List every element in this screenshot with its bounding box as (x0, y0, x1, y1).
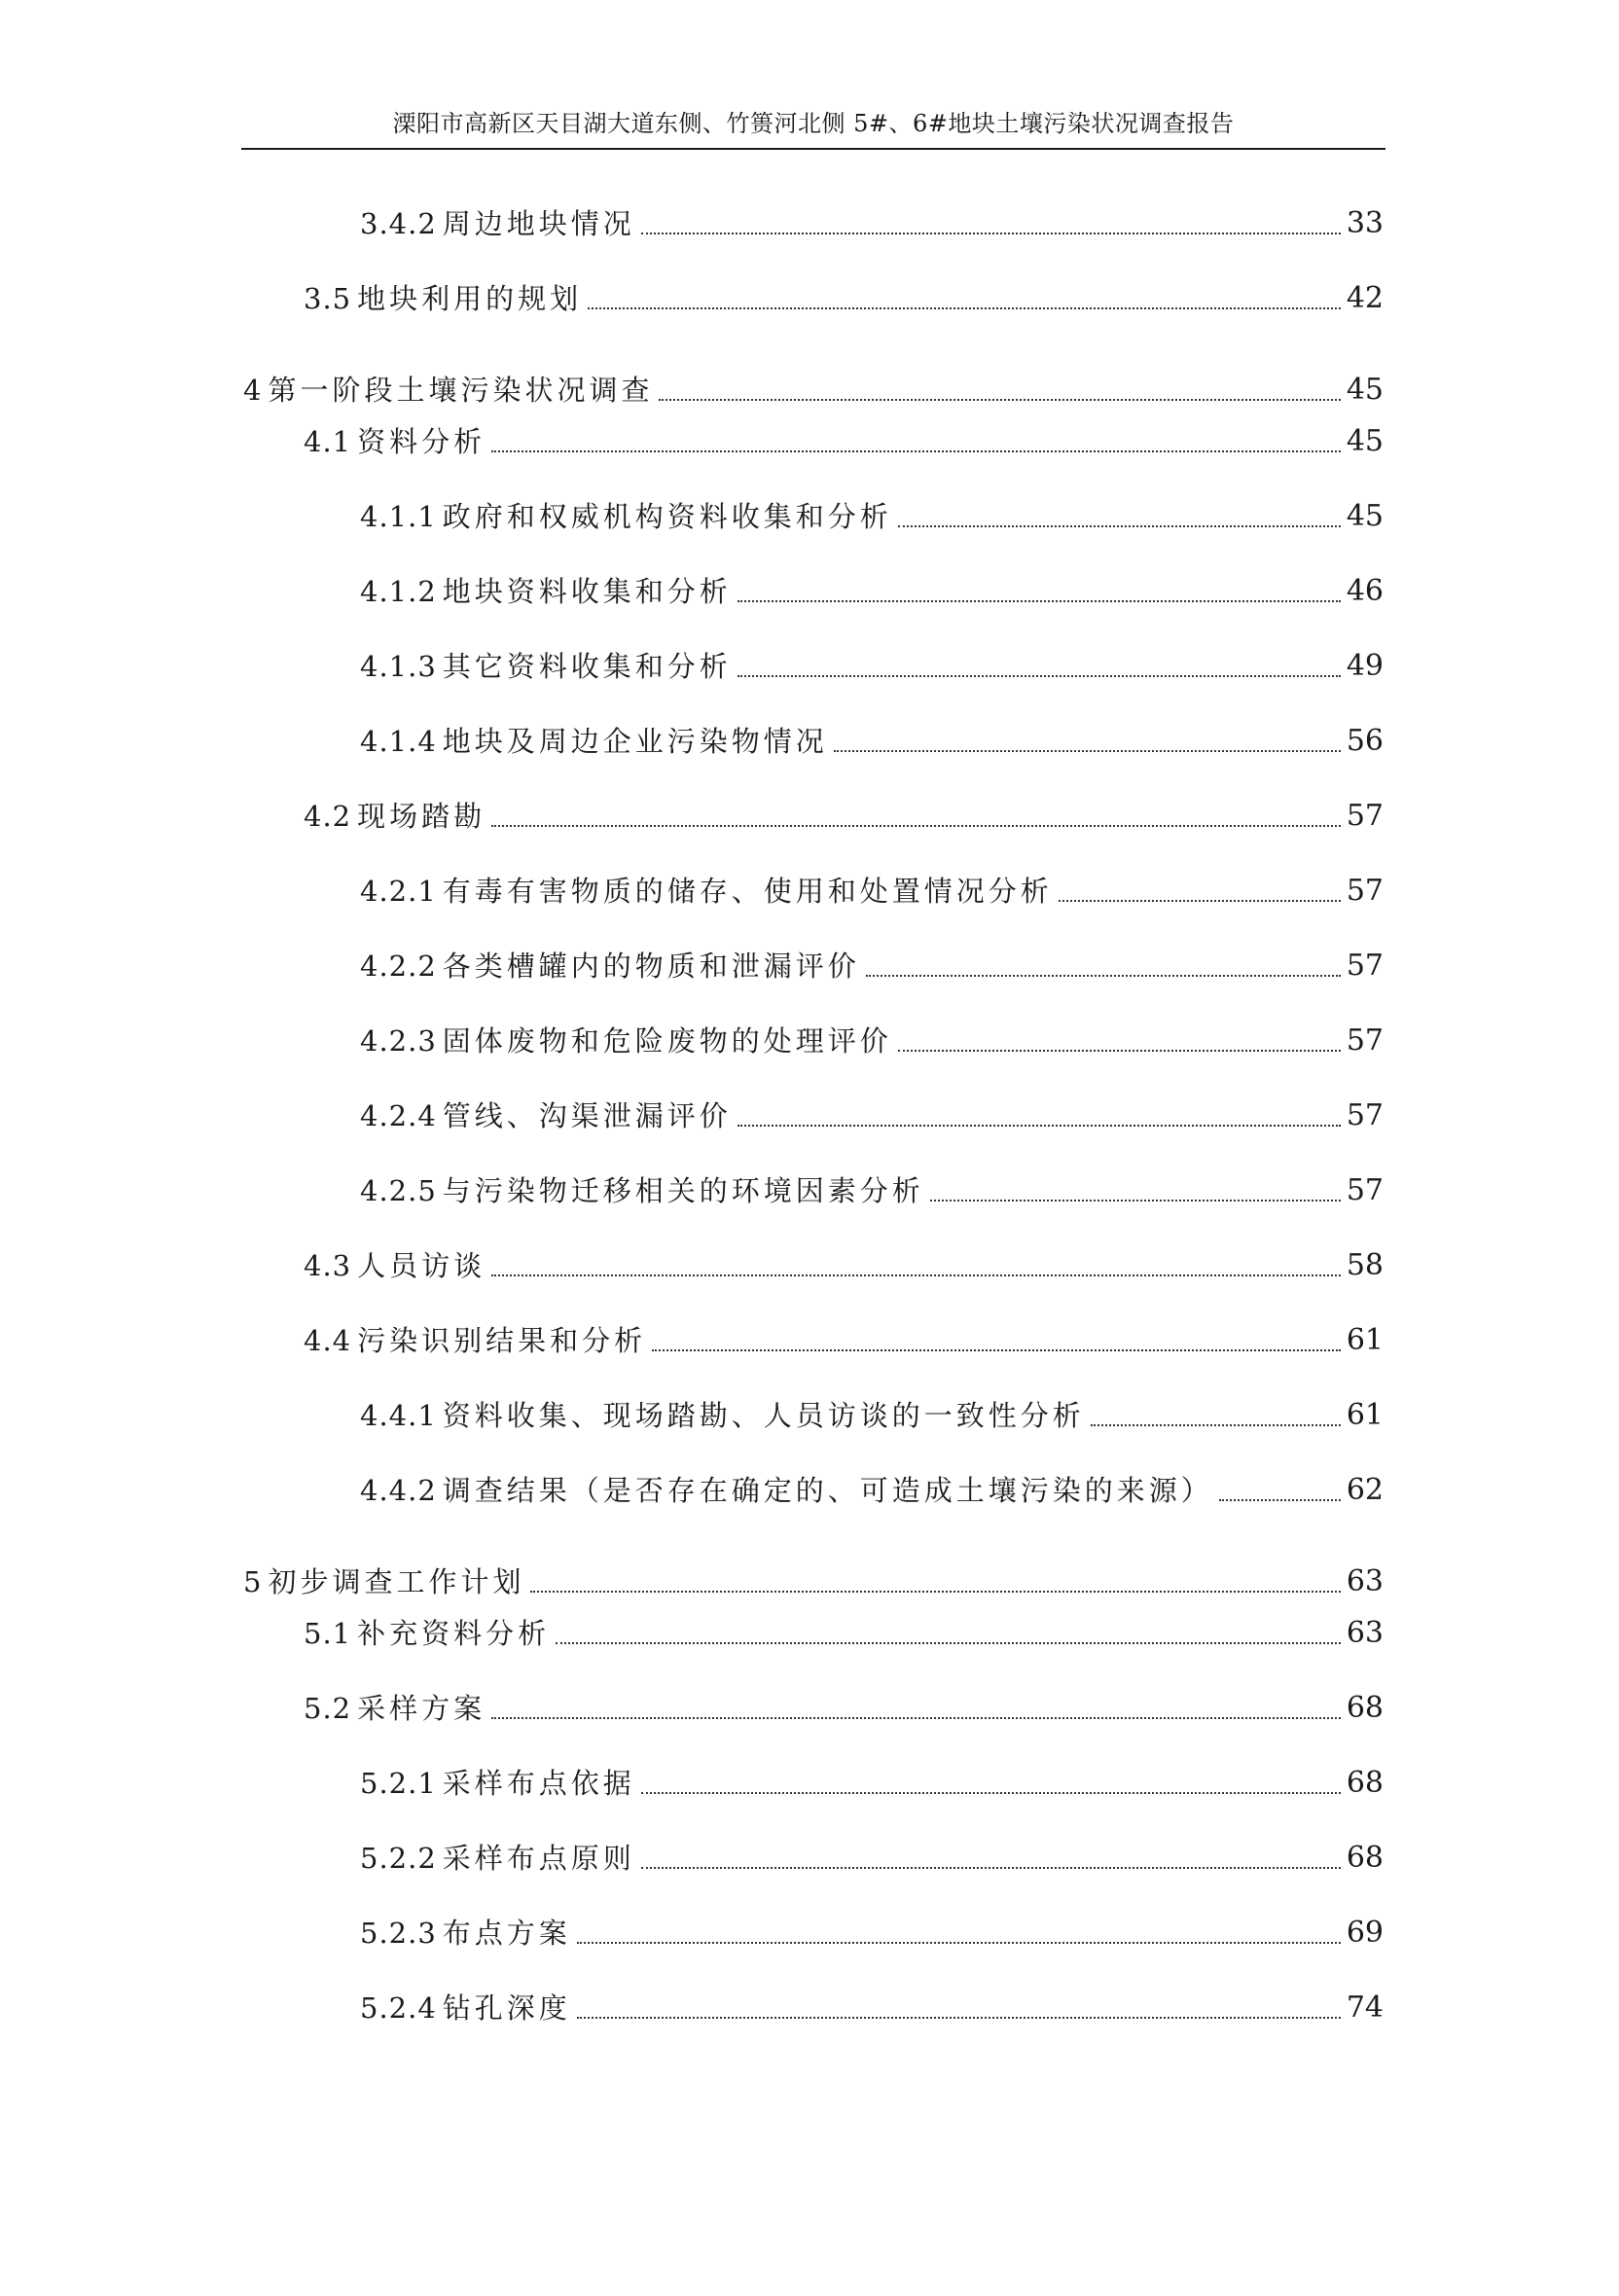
toc-entry-page: 68 (1346, 1766, 1384, 1800)
toc-entry-5-2-3[interactable] (360, 1913, 1384, 1954)
toc-entry-page: 57 (1346, 1023, 1384, 1058)
toc-entry-page: 61 (1346, 1398, 1384, 1432)
toc-entry-title: 初步调查工作计划 (268, 1565, 525, 1598)
toc-entry-number: 3.5 (304, 282, 352, 315)
toc-entry-4-1-2[interactable] (360, 571, 1384, 612)
toc-entry-title: 资料收集、现场踏勘、人员访谈的一致性分析 (442, 1399, 1085, 1432)
toc-entry-page: 42 (1346, 281, 1384, 315)
toc-entry-title: 各类槽罐内的物质和泄漏评价 (442, 950, 860, 983)
toc-entry-title: 人员访谈 (357, 1249, 486, 1282)
toc-entry-number: 4.1.4 (360, 725, 437, 758)
toc-entry-3-5[interactable] (304, 278, 1384, 319)
toc-entry-title: 布点方案 (442, 1917, 571, 1950)
toc-entry-title: 有毒有害物质的储存、使用和处置情况分析 (442, 875, 1053, 908)
toc-entry-number: 4.1.3 (360, 650, 437, 683)
toc-entry-4-2-3[interactable] (360, 1021, 1384, 1061)
toc-dot-leader (530, 1591, 1340, 1593)
toc-entry-page: 45 (1346, 373, 1384, 407)
toc-entry-number: 5.2.2 (360, 1842, 437, 1875)
toc-entry-title: 地块利用的规划 (357, 282, 583, 315)
toc-dot-leader (641, 233, 1341, 234)
toc-entry-page: 58 (1346, 1248, 1384, 1282)
toc-entry-number: 4.2.5 (360, 1174, 437, 1207)
toc-entry-number: 4.2.2 (360, 950, 437, 983)
toc-entry-4-3[interactable] (304, 1245, 1384, 1286)
toc-entry-page: 69 (1346, 1916, 1384, 1950)
toc-entry-title: 周边地块情况 (442, 207, 635, 240)
toc-entry-title: 其它资料收集和分析 (442, 650, 732, 683)
toc-entry-4-1-1[interactable] (360, 496, 1384, 537)
toc-entry-4-4-2[interactable] (360, 1470, 1384, 1511)
toc-entry-title: 采样布点原则 (442, 1842, 635, 1875)
toc-dot-leader (738, 675, 1341, 677)
toc-entry-title: 政府和权威机构资料收集和分析 (442, 500, 892, 533)
toc-entry-page: 57 (1346, 1098, 1384, 1132)
toc-dot-leader (866, 975, 1341, 977)
toc-entry-page: 62 (1346, 1473, 1384, 1507)
toc-entry-page: 68 (1346, 1841, 1384, 1875)
toc-entry-page: 56 (1346, 724, 1384, 758)
page-header: 溧阳市高新区天目湖大道东侧、竹篑河北侧 5#、6#地块土壤污染状况调查报告 (392, 110, 1235, 137)
toc-entry-4-1[interactable] (304, 421, 1384, 462)
toc-entry-title: 钻孔深度 (442, 1991, 571, 2025)
toc-dot-leader (738, 1125, 1341, 1127)
toc-entry-title: 与污染物迁移相关的环境因素分析 (442, 1174, 924, 1207)
toc-entry-page: 46 (1346, 574, 1384, 608)
toc-entry-title: 固体废物和危险废物的处理评价 (442, 1024, 892, 1058)
toc-entry-page: 45 (1346, 424, 1384, 458)
toc-entry-page: 74 (1346, 1991, 1384, 2025)
toc-entry-4-2[interactable] (304, 796, 1384, 837)
toc-dot-leader (652, 1349, 1341, 1351)
toc-entry-5-1[interactable] (304, 1613, 1384, 1654)
toc-entry-4-4[interactable] (304, 1320, 1384, 1361)
toc-entry-number: 4.2.3 (360, 1024, 437, 1058)
toc-entry-page: 63 (1346, 1616, 1384, 1650)
toc-entry-title: 管线、沟渠泄漏评价 (442, 1099, 732, 1132)
toc-entry-number: 3.4.2 (360, 207, 437, 240)
toc-entry-page: 63 (1346, 1564, 1384, 1598)
toc-dot-leader (641, 1867, 1341, 1869)
toc-entry-title: 资料分析 (357, 425, 486, 458)
toc-dot-leader (577, 2017, 1341, 2019)
toc-entry-number: 4.2.1 (360, 875, 437, 908)
toc-entry-title: 采样布点依据 (442, 1767, 635, 1800)
toc-entry-number: 5.2.4 (360, 1991, 437, 2025)
toc-entry-title: 第一阶段土壤污染状况调查 (268, 374, 654, 407)
toc-entry-page: 68 (1346, 1691, 1384, 1725)
toc-dot-leader (898, 525, 1341, 527)
toc-entry-title: 补充资料分析 (357, 1617, 551, 1650)
toc-entry-number: 4.3 (304, 1249, 352, 1282)
toc-entry-title: 调查结果（是否存在确定的、可造成土壤污染的来源） (442, 1474, 1213, 1507)
toc-entry-page: 57 (1346, 799, 1384, 833)
toc-entry-page: 49 (1346, 649, 1384, 683)
toc-entry-title: 污染识别结果和分析 (357, 1324, 647, 1357)
toc-entry-5-2-1[interactable] (360, 1763, 1384, 1804)
toc-entry-4-2-5[interactable] (360, 1170, 1384, 1211)
toc-entry-number: 5.2 (304, 1692, 352, 1725)
toc-entry-4-2-4[interactable] (360, 1095, 1384, 1136)
toc-entry-4-2-1[interactable] (360, 871, 1384, 912)
toc-entry-5-2[interactable] (304, 1688, 1384, 1729)
toc-entry-page: 57 (1346, 874, 1384, 908)
toc-dot-leader (641, 1792, 1341, 1794)
toc-entry-4-2-2[interactable] (360, 946, 1384, 987)
toc-entry-number: 4.4 (304, 1324, 352, 1357)
toc-entry-number: 4 (243, 374, 263, 407)
toc-entry-number: 4.4.1 (360, 1399, 437, 1432)
toc-dot-leader (930, 1200, 1341, 1202)
toc-entry-title: 地块资料收集和分析 (442, 575, 732, 608)
toc-entry-number: 4.1.1 (360, 500, 437, 533)
toc-dot-leader (738, 600, 1341, 602)
toc-dot-leader (898, 1050, 1341, 1052)
toc-entry-number: 5.1 (304, 1617, 352, 1650)
toc-entry-title: 地块及周边企业污染物情况 (442, 725, 828, 758)
toc-dot-leader (659, 399, 1340, 401)
toc-entry-number: 4.1 (304, 425, 352, 458)
toc-dot-leader (491, 450, 1341, 452)
toc-dot-leader (834, 750, 1341, 752)
toc-entry-number: 5.2.3 (360, 1917, 437, 1950)
toc-entry-number: 4.1.2 (360, 575, 437, 608)
toc-entry-page: 57 (1346, 949, 1384, 983)
toc-dot-leader (491, 1717, 1341, 1719)
toc-dot-leader (1091, 1424, 1341, 1426)
toc-dot-leader (1219, 1499, 1341, 1501)
toc-dot-leader (577, 1942, 1341, 1944)
toc-entry-number: 4.2.4 (360, 1099, 437, 1132)
header-divider (241, 148, 1385, 150)
toc-entry-title: 采样方案 (357, 1692, 486, 1725)
toc-dot-leader (491, 1274, 1341, 1276)
toc-entry-3-4-2[interactable] (360, 203, 1384, 244)
toc-entry-title: 现场踏勘 (357, 800, 486, 833)
toc-entry-4[interactable] (243, 370, 1384, 411)
toc-dot-leader (556, 1642, 1341, 1644)
toc-entry-5-2-2[interactable] (360, 1838, 1384, 1879)
toc-entry-number: 5.2.1 (360, 1767, 437, 1800)
toc-entry-page: 45 (1346, 499, 1384, 533)
toc-entry-5[interactable] (243, 1561, 1384, 1602)
toc-dot-leader (588, 307, 1341, 309)
toc-entry-page: 57 (1346, 1173, 1384, 1207)
toc-entry-5-2-4[interactable] (360, 1988, 1384, 2028)
toc-entry-number: 4.4.2 (360, 1474, 437, 1507)
toc-entry-number: 5 (243, 1565, 263, 1598)
toc-entry-page: 33 (1346, 206, 1384, 240)
toc-entry-page: 61 (1346, 1323, 1384, 1357)
toc-entry-4-4-1[interactable] (360, 1395, 1384, 1436)
toc-dot-leader (491, 825, 1341, 827)
toc-dot-leader (1059, 900, 1341, 902)
toc-entry-4-1-3[interactable] (360, 646, 1384, 687)
toc-entry-number: 4.2 (304, 800, 352, 833)
toc-entry-4-1-4[interactable] (360, 721, 1384, 762)
